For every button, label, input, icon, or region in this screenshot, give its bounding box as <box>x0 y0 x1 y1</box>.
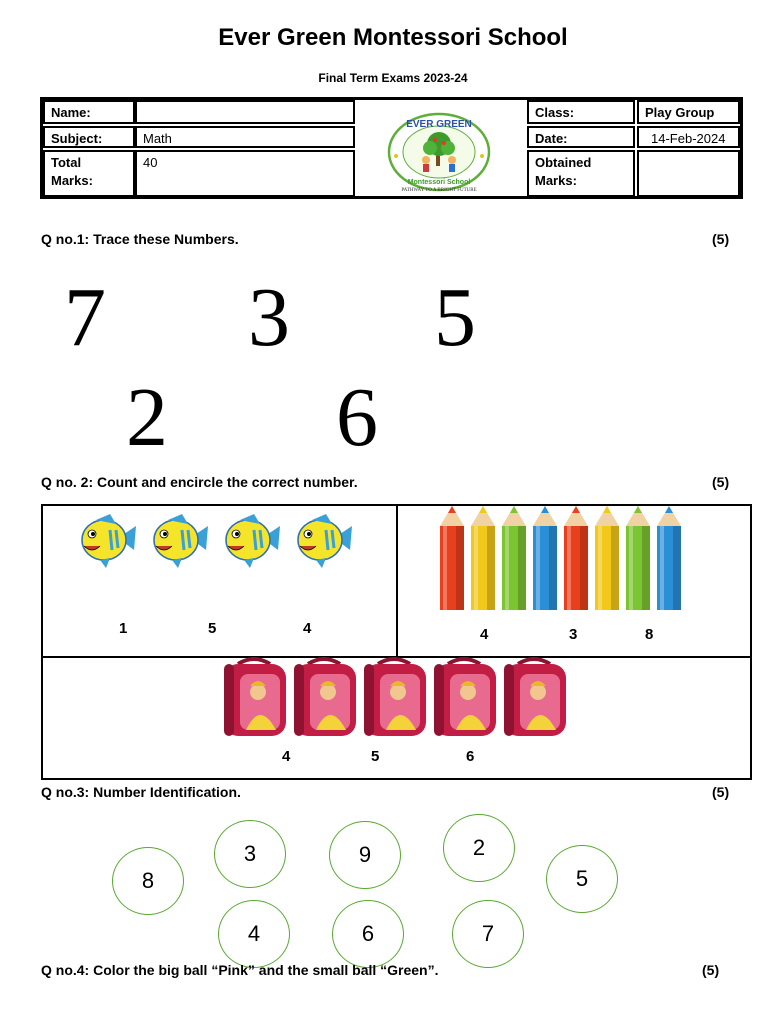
backpack-icon <box>434 659 496 736</box>
bag-option[interactable]: 5 <box>371 748 380 765</box>
fish-icon <box>154 514 208 568</box>
q1-marks: (5) <box>712 231 730 247</box>
fish-option[interactable]: 1 <box>119 620 128 637</box>
name-field[interactable] <box>135 100 355 124</box>
school-title: Ever Green Montessori School <box>218 24 568 51</box>
backpack-icon <box>294 659 356 736</box>
total-marks-label <box>43 150 135 197</box>
number-circle[interactable]: 6 <box>332 900 404 968</box>
exam-title: Final Term Exams 2023-24 <box>318 71 468 85</box>
obtained-marks-label <box>527 150 635 197</box>
q3-marks: (5) <box>712 784 730 800</box>
pencil-option[interactable]: 4 <box>480 626 489 643</box>
backpack-icon <box>224 659 286 736</box>
pencil-icon <box>440 506 464 610</box>
number-circle[interactable]: 9 <box>329 821 401 889</box>
subject-value: Math <box>135 126 355 148</box>
logo-bottom-text: Montessori School <box>407 179 471 186</box>
q1-text: Q no.1: Trace these Numbers. <box>41 231 239 247</box>
backpack-icon <box>504 659 566 736</box>
subject-label: Subject: <box>43 126 135 148</box>
trace-number: 7 <box>64 271 106 364</box>
q2-text: Q no. 2: Count and encircle the correct number. <box>41 474 358 490</box>
total-label-line2: Marks: <box>51 173 93 188</box>
q4-text: Q no.4: Color the big ball “Pink” and the small ball “Green”. <box>41 962 439 978</box>
pencil-option[interactable]: 3 <box>569 626 578 643</box>
number-circle[interactable]: 3 <box>214 820 286 888</box>
backpack-icon <box>364 659 426 736</box>
pencil-icon <box>502 506 526 610</box>
backpack-group <box>218 656 570 738</box>
total-marks-value: 40 <box>135 150 355 197</box>
pencil-option[interactable]: 8 <box>645 626 654 643</box>
fish-option[interactable]: 5 <box>208 620 217 637</box>
date-label: Date: <box>527 126 635 148</box>
q4-marks: (5) <box>702 962 720 978</box>
fish-icon <box>298 514 352 568</box>
fish-icon <box>226 514 280 568</box>
fish-icon <box>82 514 136 568</box>
date-value: 14-Feb-2024 <box>637 126 740 148</box>
bag-option[interactable]: 6 <box>466 748 475 765</box>
trace-number: 2 <box>126 371 168 464</box>
number-circle[interactable]: 8 <box>112 847 184 915</box>
number-circle[interactable]: 2 <box>443 814 515 882</box>
pencil-group <box>438 506 688 612</box>
logo-motto: PATHWAY TO A BRIGHT FUTURE <box>401 188 477 192</box>
number-circle[interactable]: 5 <box>546 845 618 913</box>
school-logo <box>386 112 492 192</box>
q3-text: Q no.3: Number Identification. <box>41 784 241 800</box>
trace-number: 6 <box>336 371 378 464</box>
obtained-label-line1: Obtained <box>535 155 592 170</box>
class-value: Play Group <box>637 100 740 124</box>
name-label: Name: <box>43 100 135 124</box>
pencil-icon <box>564 506 588 610</box>
q2-vertical-divider <box>396 506 398 658</box>
fish-option[interactable]: 4 <box>303 620 312 637</box>
q2-marks: (5) <box>712 474 730 490</box>
class-label: Class: <box>527 100 635 124</box>
obtained-marks-field[interactable] <box>637 150 740 197</box>
trace-number: 5 <box>434 271 476 364</box>
bag-option[interactable]: 4 <box>282 748 291 765</box>
number-circle[interactable]: 4 <box>218 900 290 968</box>
pencil-icon <box>657 506 681 610</box>
number-circle[interactable]: 7 <box>452 900 524 968</box>
total-label-line1: Total <box>51 155 82 170</box>
pencil-icon <box>626 506 650 610</box>
pencil-icon <box>533 506 557 610</box>
logo-top-text: EVER GREEN <box>406 119 472 130</box>
pencil-icon <box>595 506 619 610</box>
trace-number: 3 <box>248 271 290 364</box>
obtained-label-line2: Marks: <box>535 173 577 188</box>
fish-group <box>76 508 366 572</box>
pencil-icon <box>471 506 495 610</box>
